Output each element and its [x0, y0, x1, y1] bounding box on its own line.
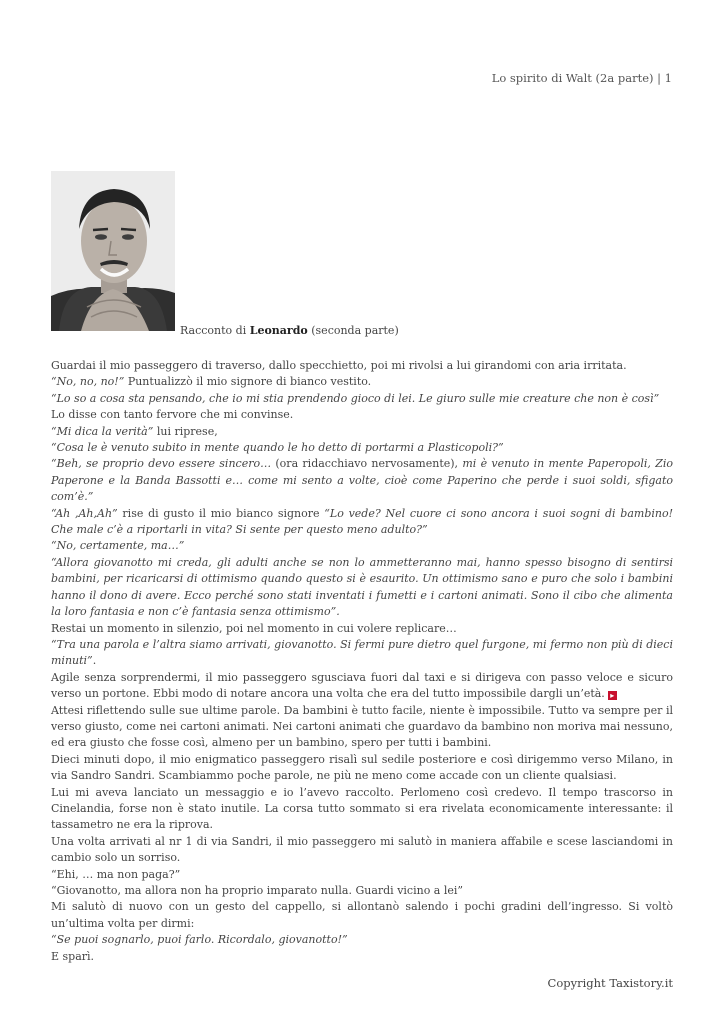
italic-text: “Lo vede? Nel cuore ci sono ancora i suoi sogni di bambino! Che male c’è a riportarli in vita? Si sente per questo meno adulto?”: [51, 506, 674, 537]
italic-text: “Lo so a cosa sta pensando, che io mi stia prendendo gioco di lei. Le giuro sulle mie creature che non è così”: [51, 391, 660, 405]
text: .: [92, 654, 97, 668]
story-paragraph: [51, 407, 673, 423]
story-paragraph: [51, 358, 673, 374]
story-paragraph: [51, 867, 673, 883]
italic-text: “Tra una parola e l’altra siamo arrivati, giovanotto. Si fermi pure dietro quel furgone, mi fermo non più di dieci minuti”: [51, 637, 673, 668]
story-paragraph: [51, 703, 673, 752]
story-paragraph: [51, 538, 673, 554]
text: “Ehi, … ma non paga?”: [51, 867, 181, 881]
story-paragraph: [51, 621, 673, 637]
copyright: Copyright Taxistory.it: [547, 976, 673, 990]
text: Dieci minuti dopo, il mio enigmatico passeggero risalì sul sedile posteriore e così dirigemmo verso Milano, in via Sandro Sandri. Scambiammo poche parole, ne più ne meno come accade con un cliente qualsiasi.: [51, 752, 673, 783]
italic-text: mi è venuto in mente Paperopoli, Zio Paperone e la Banda Bassotti e… come mi sento a volte, cioè come Paperino che perde i suoi soldi, sfigato com’è.”: [51, 457, 673, 504]
story-paragraph: [51, 440, 673, 456]
text: Puntualizzò il mio signore di bianco vestito.: [124, 375, 372, 389]
text: Mi salutò di nuovo con un gesto del cappello, si allontanò salendo i pochi gradini dell’ingresso. Si voltò un’ultima volta per dirmi:: [51, 900, 673, 930]
arrow-right-icon[interactable]: ▸: [608, 691, 617, 700]
story-paragraph: [51, 670, 673, 703]
story-paragraph: [51, 391, 673, 407]
text: Una volta arrivati al nr 1 di via Sandri, il mio passeggero mi salutò in maniera affabile e scese lasciandomi in cambio solo un sorriso.: [51, 834, 673, 865]
story-paragraph: [51, 374, 673, 390]
page-header: Lo spirito di Walt (2a parte) | 1: [491, 71, 672, 85]
text: Attesi riflettendo sulle sue ultime parole. Da bambini è tutto facile, niente è impossibile. Tutto va sempre per il verso giusto, come nei cartoni animati. Nei cartoni animati che guardavo da bambino non moriva mai nessuno, ed era giusto che fosse così, almeno per un bambino, spero per tutti i bambini.: [51, 703, 673, 750]
story-paragraph: [51, 637, 673, 670]
man-portrait-icon: [51, 171, 175, 331]
story-paragraph: [51, 555, 673, 621]
story-paragraph: [51, 949, 673, 965]
italic-text: “Mi dica la verità”: [51, 424, 154, 438]
text: E sparì.: [51, 949, 95, 963]
italic-text: “Beh, se proprio devo essere sincero…: [51, 457, 272, 471]
byline-prefix: Racconto di: [180, 324, 250, 337]
text: rise di gusto il mio bianco signore: [117, 506, 325, 520]
byline-suffix: (seconda parte): [307, 324, 399, 337]
story-paragraph: [51, 899, 673, 932]
text: Restai un momento in silenzio, poi nel momento in cui volere replicare…: [51, 621, 457, 635]
story-paragraph: [51, 785, 673, 834]
story-paragraph: [51, 424, 673, 440]
story-paragraph: [51, 752, 673, 785]
byline: [180, 324, 399, 337]
text: lui riprese,: [153, 424, 218, 438]
text: (ora ridacchiavo nervosamente),: [271, 457, 463, 471]
story-body: [51, 358, 673, 965]
italic-text: “Se puoi sognarlo, puoi farlo. Ricordalo, giovanotto!”: [51, 933, 348, 947]
italic-text: “No, certamente, ma…”: [51, 539, 185, 553]
text: Lui mi aveva lanciato un messaggio e io l’avevo raccolto. Perlomeno così credevo. Il tempo trascorso in Cinelandia, forse non è stato inutile. La corsa tutto sommato si era rivelata economicamente interessante: il tassametro ne era la riprova.: [51, 785, 673, 832]
story-paragraph: [51, 506, 673, 539]
text: Lo disse con tanto fervore che mi convinse.: [51, 408, 294, 422]
story-paragraph: [51, 834, 673, 867]
story-paragraph: [51, 932, 673, 948]
italic-text: “No, no, no!”: [51, 375, 125, 389]
story-paragraph: [51, 456, 673, 505]
text: Guardai il mio passeggero di traverso, dallo specchietto, poi mi rivolsi a lui girandomi con aria irritata.: [51, 359, 627, 372]
italic-text: “Allora giovanotto mi creda, gli adulti anche se non lo ammetteranno mai, hanno spesso bisogno di sentirsi bambini, per ricaricarsi di ottimismo quando questo si è esaurito. Un ottimismo sano e puro che solo i bambini hanno il dono di avere. Ecco perché sono stati inventati i fumetti e i cartoni animati. Sono il cibo che alimenta la loro fantasia e non c’è fantasia senza ottimismo”.: [51, 555, 673, 619]
text: “Giovanotto, ma allora non ha proprio imparato nulla. Guardi vicino a lei”: [51, 884, 464, 897]
italic-text: “Cosa le è venuto subito in mente quando le ho detto di portarmi a Plasticopoli?”: [51, 441, 504, 455]
text: Agile senza sorprendermi, il mio passeggero sgusciava fuori dal taxi e si dirigeva con passo veloce e sicuro verso un portone. Ebbi modo di notare ancora una volta che era del tutto impossibile dargli un’età.: [51, 670, 673, 701]
portrait-photo: [51, 171, 175, 331]
italic-text: “Ah ,Ah,Ah”: [51, 506, 118, 520]
story-paragraph: [51, 883, 673, 899]
author-name: Leonardo: [249, 324, 308, 337]
